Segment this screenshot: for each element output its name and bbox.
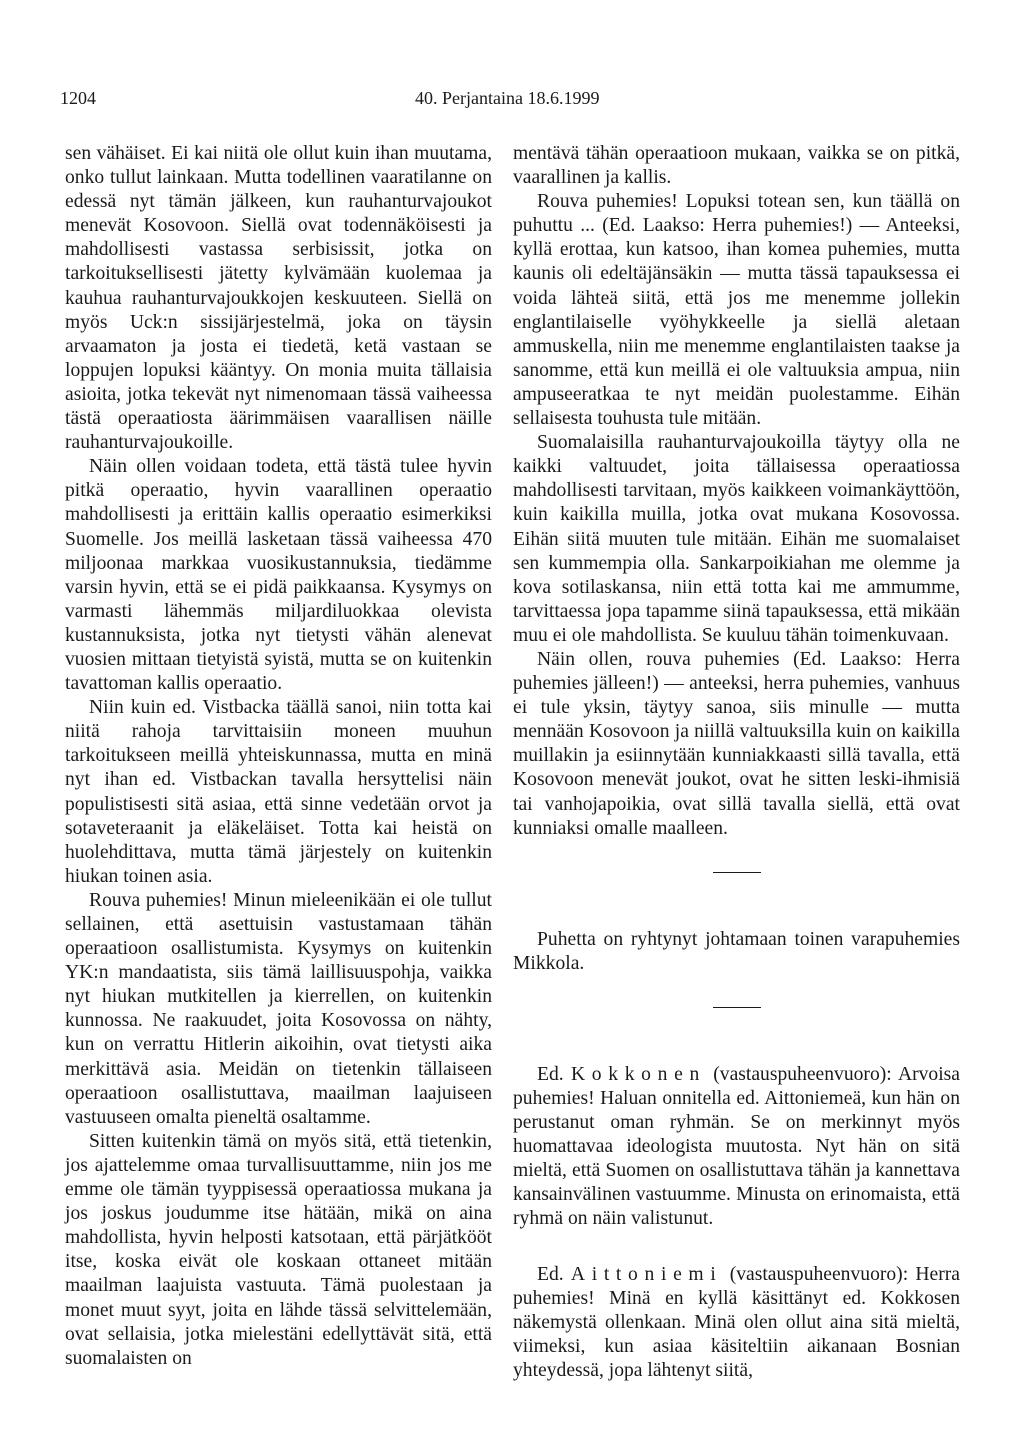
page-number: 1204: [60, 88, 96, 108]
left-column: [65, 142, 492, 1371]
speech-prefix: Ed.: [537, 1263, 564, 1285]
speaker-name: Kokkonen: [570, 1063, 706, 1085]
paragraph: Näin ollen, rouva puhemies (Ed. Laakso: Herra puhemies jälleen!) — anteeksi, herra puhemies, vanhuus ei tule yksin, täytyy sanoa, siis minulle — mutta mennään Kosovoon ja niillä valtuuksilla kuin on kaikilla muillakin ja esiinnytään kunniakkaasti sillä tavalla, että Kosovoon menevät joukot, ovat he sitten leski-ihmisiä tai vanhojapoikia, ovat sillä tavalla siellä, että ovat kunniaksi omalle maalleen.: [513, 648, 960, 839]
paragraph: Suomalaisilla rauhanturvajoukoilla täytyy olla ne kaikki valtuudet, joita tällaisessa operaatiossa mahdollisesti tarvitaan, myös kaikkeen voimankäyttöön, kuin kaikilla muilla, jotka ovat mukana Kosovossa. Eihän siitä muuten tule mitään. Eihän me suomalaiset sen kummempia olla. Sankarpoikiahan me olemme ja kova sotilaskansa, niin että totta kai me ammumme, tarvittaessa jopa tapamme siinä tapauksessa, että mikään muu ei ole mahdollista. Se kuuluu tähän toimenkuvaan.: [513, 432, 960, 646]
paragraph: Rouva puhemies! Minun mieleenikään ei ole tullut sellainen, että asettuisin vastustamaan tähän operaatioon osallistumista. Kysymys on kuitenkin YK:n mandaatista, siis tämä laillisuuspohja, vaikka nyt hiukan mutkitellen ja kierrellen, on kuitenkin kunnossa. Ne raakuudet, joita Kosovossa on nähty, kun on verrattu Hitlerin aikoihin, ovat tietysti aika merkittävä asia. Meidän on tietenkin tällaiseen operaatioon osallistuttava, maailman laajuiseen vastuuseen omalta pieneltä osaltamme.: [65, 889, 492, 1128]
paragraph: Rouva puhemies! Lopuksi totean sen, kun täällä on puhuttu ... (Ed. Laakso: Herra puhemies!) — Anteeksi, kyllä erottaa, kun katsoo, ihan komea puhemies, mutta kaunis oli edeltäjänsäkin — mutta tässä tapauksessa ei voida lähteä siitä, että jos me menemme jollekin englantilaiselle vyöhykkeelle ja siellä aletaan ammuskella, niin me menemme englantilaisten taakse ja sanomme, että kun meillä ei ole valtuuksia ampua, niin ampuseeratkaa te nyt meidän puolestamme. Eihän sellaisesta touhusta tule mitään.: [513, 191, 960, 430]
speech-prefix: Ed.: [537, 1063, 564, 1085]
right-column: [513, 142, 960, 1383]
speech-kokkonen: [513, 1063, 960, 1232]
speech-role: (vastauspuheenvuoro):: [729, 1263, 909, 1285]
paragraph: sen vähäiset. Ei kai niitä ole ollut kuin ihan muutama, onko tullut lainkaan. Mutta todellinen vaaratilanne on edessä nyt tämän jälkeen, kun rauhanturvajoukot menevät Kosovoon. Siellä ovat todennäköisesti ja mahdollisesti vastassa serbisissit, jotka on tarkoituksellisesti jätetty kylvämään kuolemaa ja kauhua rauhanturvajoukkojen keskuuteen. Siellä on myös Uck:n sissijärjestelmä, joka on täysin arvaamaton ja josta ei tiedetä, ketä vastaan se loppujen lopuksi kääntyy. On monia muita tällaisia asioita, jotka tekevät nyt nimenomaan tässä vaiheessa tästä operaatiosta äärimmäisen vaarallisen näille rauhanturvajoukoille.: [65, 143, 492, 454]
speaker-name: Aittoniemi: [570, 1263, 723, 1285]
chair-note: Puhetta on ryhtynyt johtamaan toinen varapuhemies Mikkola.: [513, 928, 960, 974]
running-title: 40. Perjantaina 18.6.1999: [415, 88, 600, 108]
speech-aittoniemi: [513, 1263, 960, 1383]
paragraph: mentävä tähän operaatioon mukaan, vaikka se on pitkä, vaarallinen ja kallis.: [513, 143, 960, 189]
speech-role: (vastauspuheenvuoro):: [713, 1063, 892, 1085]
paragraph: Näin ollen voidaan todeta, että tästä tulee hyvin pitkä operaatio, hyvin vaarallinen operaatio mahdollisesti ja erittäin kallis operaatio esimerkiksi Suomelle. Jos meillä lasketaan tässä vaiheessa 470 miljoonaa markkaa vuosikustannuksia, tiedämme varsin hyvin, että se ei pidä paikkaansa. Kysymys on varmasti lähemmäs miljardiluokkaa olevista kustannuksista, jotka nyt tietysti vähän alenevat vuosien mittaan tietyistä syistä, mutta se on kuitenkin tavattoman kallis operaatio.: [65, 456, 492, 695]
page-header: [60, 88, 960, 112]
speech-text: Herra puhemies! Minä en kyllä käsittänyt ed. Kokkosen näkemystä ollenkaan. Minä olen ollut aina sitä mieltä, viimeksi, kun asiaa käsiteltiin aikanaan Bosnian yhteydessä, jopa lähtenyt siitä,: [513, 1263, 960, 1381]
paragraph: Niin kuin ed. Vistbacka täällä sanoi, niin totta kai niitä rahoja tarvittaisiin moneen muuhun tarkoitukseen meillä yhteiskunnassa, mutta en minä nyt ihan ed. Vistbackan tavalla hersyttelisi näin populistisesti sitä asiaa, että sinne vedetään orvot ja sotaveteraanit ja eläkeläiset. Totta kai heistä on huolehdittava, mutta tämä järjestely on kuitenkin hiukan toinen asia.: [65, 697, 492, 887]
paragraph: Sitten kuitenkin tämä on myös sitä, että tietenkin, jos ajattelemme omaa turvallisuuttamme, niin jos me emme ole tämän tyyppisessä operaatiossa mukana ja jos joskus joudumme itse hätään, mikä on aina mahdollista, hyvin helposti katsotaan, että pärjätkööt itse, koska eivät ole koskaan ottaneet mitään maailman laajuista vastuuta. Tämä puolestaan ja monet muut syyt, joita en lähde tässä selvittelemään, ovat sellaisia, jotka mielestäni edellyttävät sitä, että suomalaisten on: [65, 1130, 492, 1369]
speech-text: Arvoisa puhemies! Haluan onnitella ed. Aittoniemeä, kun hän on perustanut oman ryhmän. Se on merkinnyt myös huomattavaa ideologista muutosta. Nyt hän on sitä mieltä, että Suomen on osallistuttava tähän ja kannettava kansainvälinen vastuumme. Minusta on erinomaista, että ryhmä on näin valistunut.: [513, 1063, 960, 1230]
